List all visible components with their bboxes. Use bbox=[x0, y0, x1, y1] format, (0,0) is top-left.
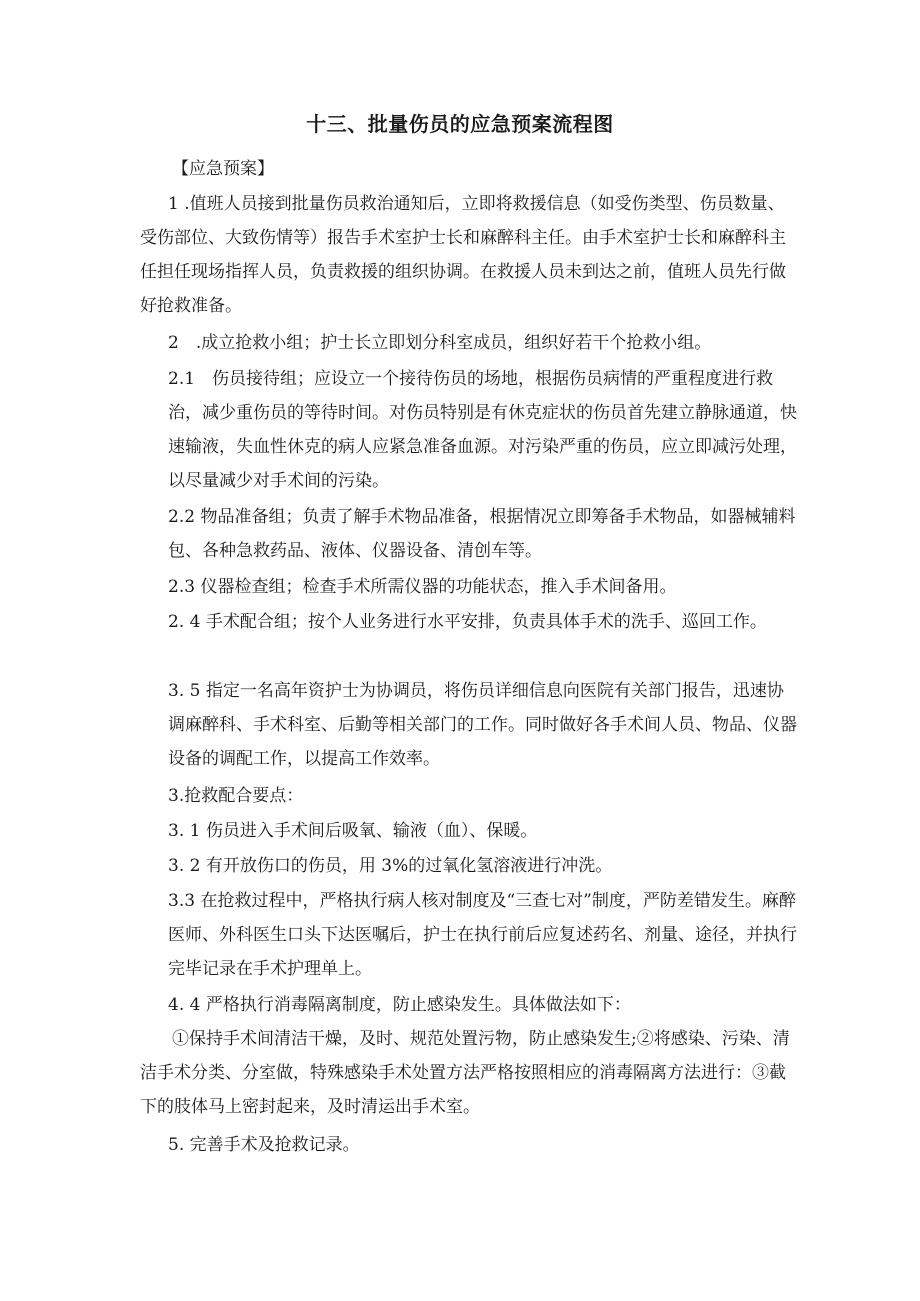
paragraph-1: 1 .值班人员接到批量伤员救治通知后，立即将救援信息（如受伤类型、伤员数量、受伤部位、大致伤情等）报告手术室护士长和麻醉科主任。由手术室护士长和麻醉科主任担任现场指挥人员，负责救援的组织协调。在救援人员未到达之前，值班人员先行做好抢救准备。 bbox=[140, 194, 786, 316]
page-title: 十三、批量伤员的应急预案流程图 bbox=[306, 112, 614, 136]
paragraph-3: 3.抢救配合要点： bbox=[168, 786, 304, 806]
paragraph-4-4: 4. 4 严格执行消毒隔离制度，防止感染发生。具体做法如下： bbox=[168, 995, 631, 1015]
paragraph-5: 5. 完善手术及抢救记录。 bbox=[168, 1135, 360, 1155]
paragraph-3-3: 3.3 在抢救过程中，严格执行病人核对制度及“三查七对”制度，严防差错发生。麻醉医师、外科医生口头下达医嘱后，护士在执行前后应复述药名、剂量、途径，并执行完毕记录在手术护理单上。 bbox=[168, 891, 797, 979]
paragraph-4-detail: ①保持手术间清洁干燥，及时、规范处置污物，防止感染发生;②将感染、污染、清洁手术分类、分室做，特殊感染手术处置方法严格按照相应的消毒隔离方法进行：③截下的肢体马上密封起来，及时清运出手术室。 bbox=[140, 1029, 790, 1117]
paragraph-3-5: 3. 5 指定一名高年资护士为协调员，将伤员详细信息向医院有关部门报告，迅速协调麻醉科、手术科室、后勤等相关部门的工作。同时做好各手术间人员、物品、仪器设备的调配工作，以提高工作效率。 bbox=[168, 681, 797, 769]
paragraph-2-3: 2.3 仪器检查组；检查手术所需仪器的功能状态，推入手术间备用。 bbox=[168, 577, 677, 597]
paragraph-2-2: 2.2 物品准备组；负责了解手术物品准备，根据情况立即筹备手术物品，如器械辅料包、各种急救药品、液体、仪器设备、清创车等。 bbox=[168, 507, 796, 561]
paragraph-3-2: 3. 2 有开放伤口的伤员，用 3%的过氧化氢溶液进行冲洗。 bbox=[168, 856, 613, 876]
paragraph-2-1: 2.1 伤员接待组；应设立一个接待伤员的场地，根据伤员病情的严重程度进行救治，减少重伤员的等待时间。对伤员特别是有休克症状的伤员首先建立静脉通道，快速输液，失血性休克的病人应紧急准备血源。对污染严重的伤员，应立即减污处理，以尽量减少对手术间的污染。 bbox=[168, 369, 797, 491]
paragraph-3-1: 3. 1 伤员进入手术间后吸氧、输液（血）、保暖。 bbox=[168, 821, 538, 841]
section-heading: 【应急预案】 bbox=[172, 159, 274, 179]
paragraph-2: 2 .成立抢救小组；护士长立即划分科室成员，组织好若干个抢救小组。 bbox=[168, 333, 712, 353]
paragraph-2-4: 2. 4 手术配合组；按个人业务进行水平安排，负责具体手术的洗手、巡回工作。 bbox=[168, 612, 767, 632]
